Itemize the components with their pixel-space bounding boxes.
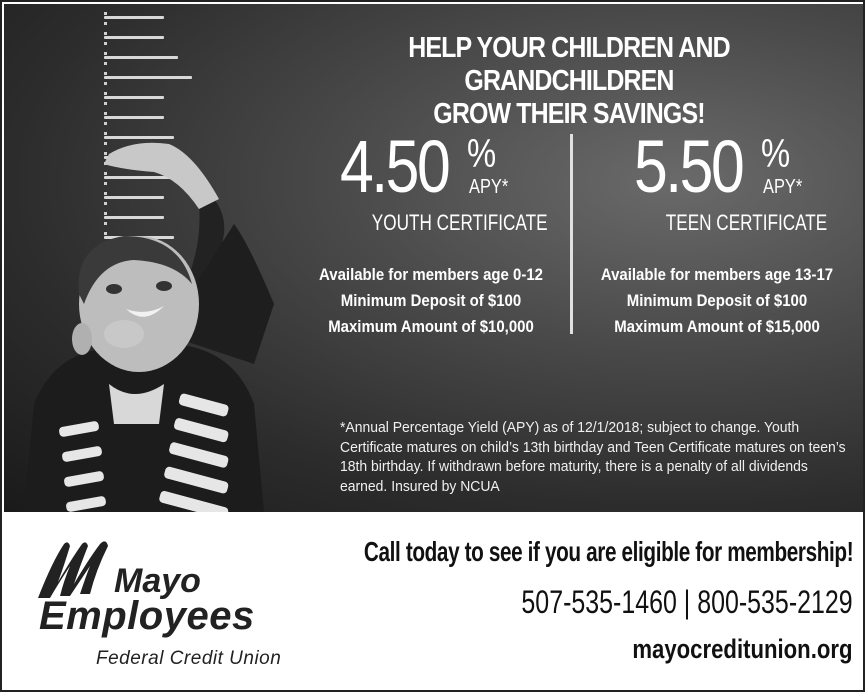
- youth-percent-sign: %: [467, 132, 497, 176]
- youth-age-detail: Available for members age 0-12: [319, 265, 543, 284]
- headline: [341, 32, 797, 131]
- call-to-action: Call today to see if you are eligible for membership!: [363, 536, 853, 567]
- youth-max-amount: Maximum Amount of $10,000: [328, 317, 534, 336]
- youth-apy-label: APY*: [469, 176, 509, 198]
- teen-min-deposit: Minimum Deposit of $100: [626, 291, 808, 310]
- teen-rate: 5.50: [634, 125, 743, 208]
- youth-certificate-name: YOUTH CERTIFICATE: [371, 210, 548, 235]
- disclaimer-text: *Annual Percentage Yield (APY) as of 12/1/2018; subject to change. Youth Certificate matures on child’s 13th birthday and Teen Certificate matures on teen’s 18th birthday. If withdrawn before maturity, there is a penalty of all dividends earned. Insured by NCUA: [340, 419, 846, 495]
- logo-name-line-1: Mayo: [114, 562, 201, 600]
- rate-divider: [570, 134, 573, 334]
- logo-name-line-2: Employees: [39, 594, 255, 638]
- website-link[interactable]: mayocreditunion.org: [632, 634, 853, 664]
- youth-rate: 4.50: [340, 125, 449, 208]
- child-photo: [4, 4, 344, 512]
- footer: [4, 514, 865, 692]
- teen-apy-label: APY*: [763, 176, 803, 198]
- teen-details: [598, 262, 836, 340]
- phone-numbers[interactable]: 507-535-1460 | 800-535-2129: [521, 584, 853, 620]
- teen-age-detail: Available for members age 13-17: [600, 265, 834, 284]
- youth-min-deposit: Minimum Deposit of $100: [340, 291, 522, 310]
- headline-line-2: GROW THEIR SAVINGS!: [433, 98, 705, 130]
- youth-details: [312, 262, 550, 340]
- headline-line-1: HELP YOUR CHILDREN AND GRANDCHILDREN: [408, 32, 730, 97]
- teen-max-amount: Maximum Amount of $15,000: [614, 317, 820, 336]
- photo-panel: [4, 4, 865, 512]
- logo-subtitle: Federal Credit Union: [96, 648, 282, 669]
- teen-certificate-name: TEEN CERTIFICATE: [665, 210, 828, 235]
- teen-percent-sign: %: [761, 132, 791, 176]
